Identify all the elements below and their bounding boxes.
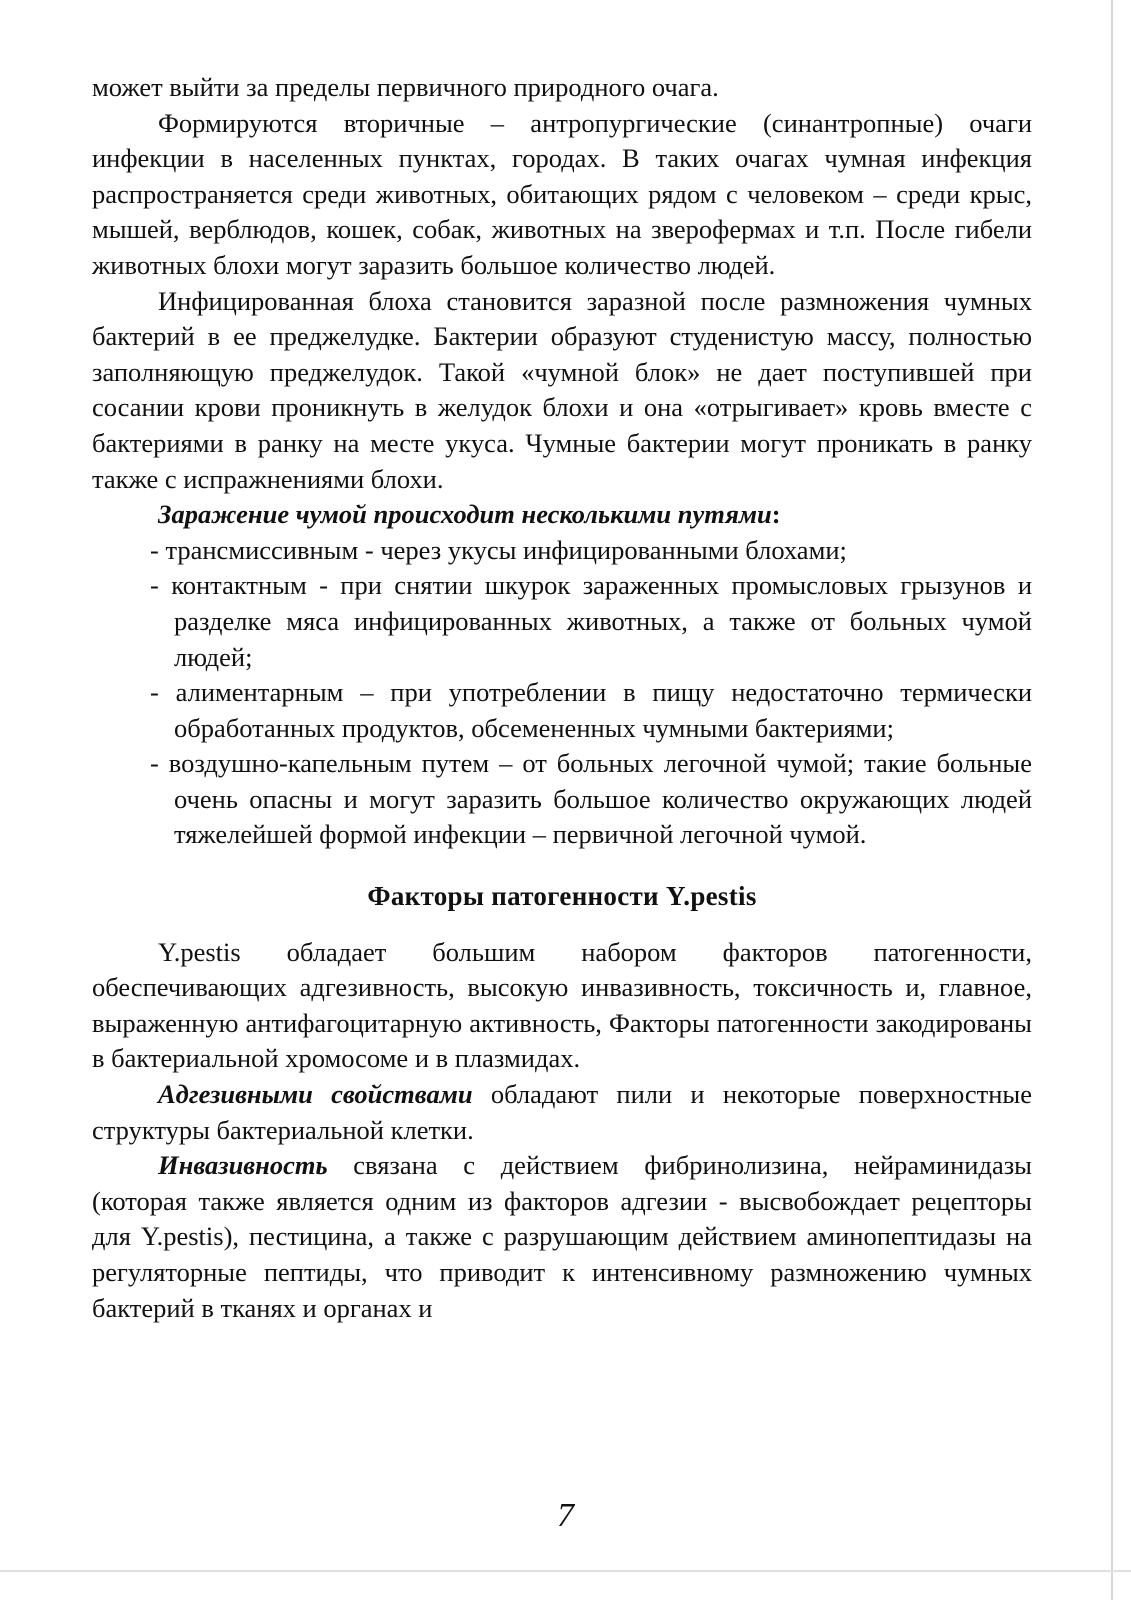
- paragraph-continuation: может выйти за пределы первичного природного очага.: [92, 72, 719, 102]
- paragraph-secondary-foci: Формируются вторичные – антропургические (синантропные) очаги инфекции в населенных пунктах, городах. В таких очагах чумная инфекция распространяется среди животных, обитающих рядом с человеком – среди крыс, мышей, верблюдов, кошек, собак, животных на зверофермах и т.п. После гибели животных блохи могут заразить большое количество людей.: [92, 107, 1032, 280]
- infection-routes-heading: [92, 497, 1032, 533]
- adhesion-text: обладают пили и некоторые поверхностные структуры бактериальной клетки.: [92, 1079, 1032, 1145]
- page-number: 7: [557, 1497, 574, 1534]
- list-item: - трансмиссивным - через укусы инфицированными блохами;: [150, 533, 1032, 569]
- paragraph-adhesion: [92, 1077, 1032, 1148]
- page-bottom-edge: [0, 1570, 1131, 1572]
- list-item: - контактным - при снятии шкурок зараженных промысловых грызунов и разделке мяса инфицированных животных, а также от больных чумой людей;: [150, 568, 1032, 675]
- list-item: - алиментарным – при употреблении в пищу недостаточно термически обработанных продуктов, обсемененных чумными бактериями;: [150, 675, 1032, 746]
- infection-routes-heading-text: Заражение чумой происходит несколькими путями: [158, 499, 772, 530]
- list-item: - воздушно-капельным путем – от больных легочной чумой; такие больные очень опасны и могут заразить большое количество окружающих людей тяжелейшей формой инфекции – первичной легочной чумой.: [150, 746, 1032, 853]
- invasiveness-text: связана с действием фибринолизина, нейраминидазы (которая также является одним из факторов адгезии - высвобождает рецепторы для Y.pestis), пестицина, а также с разрушающим действием аминопептидазы на регуляторные пептиды, что приводит к интенсивному размножению чумных бактерий в тканях и органах и: [92, 1150, 1032, 1323]
- paragraph-pathogenicity-factors: Y.pestis обладает большим набором факторов патогенности, обеспечивающих адгезивность, высокую инвазивность, токсичность и, главное, выраженную антифагоцитарную активность, Факторы патогенности закодированы в бактериальной хромосоме и в плазмидах.: [92, 936, 1032, 1074]
- invasiveness-term: Инвазивность: [158, 1150, 328, 1181]
- paragraph-flea-block: Инфицированная блоха становится заразной после размножения чумных бактерий в ее преджелудке. Бактерии образуют студенистую массу, полностью заполняющую преджелудок. Такой «чумной блок» не дает поступившей при сосании крови проникнуть в желудок блохи и она «отрыгивает» кровь вместе с бактериями в ранку на месте укуса. Чумные бактерии могут проникать в ранку также с испражнениями блохи.: [92, 285, 1032, 494]
- section-title: Факторы патогенности Y.pestis: [367, 881, 757, 912]
- body-text: [92, 70, 1032, 1326]
- paragraph-invasiveness: [92, 1148, 1032, 1326]
- infection-routes-list: [92, 533, 1032, 853]
- adhesion-term: Адгезивными свойствами: [158, 1079, 473, 1110]
- page-right-edge: [1111, 0, 1113, 1600]
- heading-colon: :: [771, 499, 781, 530]
